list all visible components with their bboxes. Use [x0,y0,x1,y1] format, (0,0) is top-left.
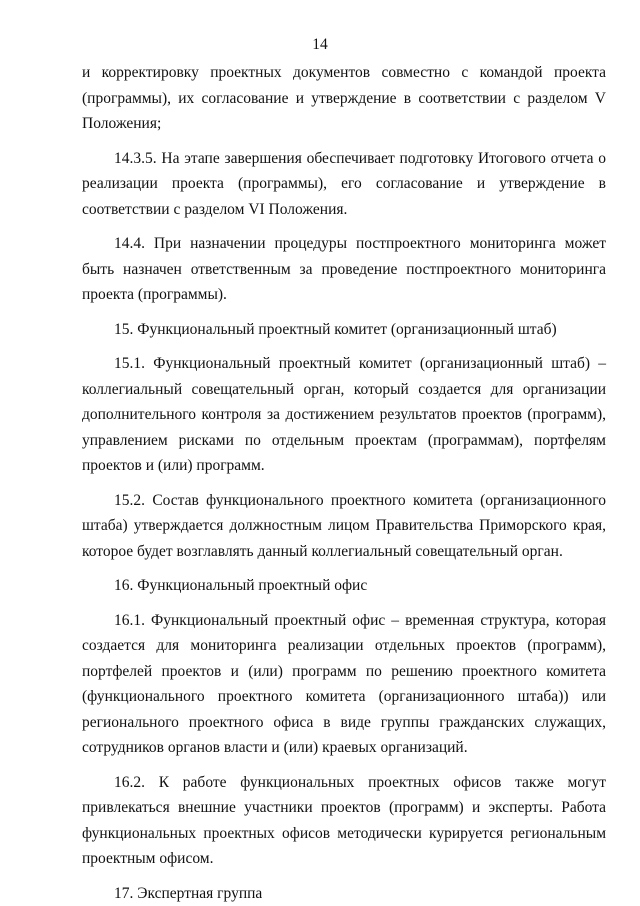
section-heading-16: 16. Функциональный проектный офис [82,573,606,599]
paragraph-16-1: 16.1. Функциональный проектный офис – временная структура, которая создается для мониторинга реализации отдельных проектов (программ), портфелей проектов и (или) программ по решению проектного комитета (функционального проектного комитета (организационного штаба)) или регионального проектного офиса в виде группы гражданских служащих, сотрудников органов власти и (или) краевых организаций. [82,608,606,761]
paragraph-14-4: 14.4. При назначении процедуры постпроектного мониторинга может быть назначен ответственным за проведение постпроектного мониторинга проекта (программы). [82,231,606,308]
page-number: 14 [0,36,640,54]
section-heading-15: 15. Функциональный проектный комитет (организационный штаб) [82,317,606,343]
paragraph-15-2: 15.2. Состав функционального проектного комитета (организационного штаба) утверждается должностным лицом Правительства Приморского края, которое будет возглавлять данный коллегиальный совещательный орган. [82,488,606,565]
paragraph-14-3-5: 14.3.5. На этапе завершения обеспечивает подготовку Итогового отчета о реализации проекта (программы), его согласование и утверждение в соответствии с разделом VI Положения. [82,146,606,223]
paragraph-15-1: 15.1. Функциональный проектный комитет (организационный штаб) – коллегиальный совещательный орган, который создается для организации дополнительного контроля за достижением результатов проектов (программ), управлением рисками по отдельным проектам (программам), портфелям проектов и (или) программ. [82,351,606,479]
section-heading-17: 17. Экспертная группа [82,881,606,906]
paragraph-continuation: и корректировку проектных документов совместно с командой проекта (программы), их согласование и утверждение в соответствии с разделом V Положения; [82,60,606,137]
document-body [82,60,606,906]
paragraph-16-2: 16.2. К работе функциональных проектных офисов также могут привлекаться внешние участники проектов (программ) и эксперты. Работа функциональных проектных офисов методически курируется региональным проектным офисом. [82,770,606,872]
